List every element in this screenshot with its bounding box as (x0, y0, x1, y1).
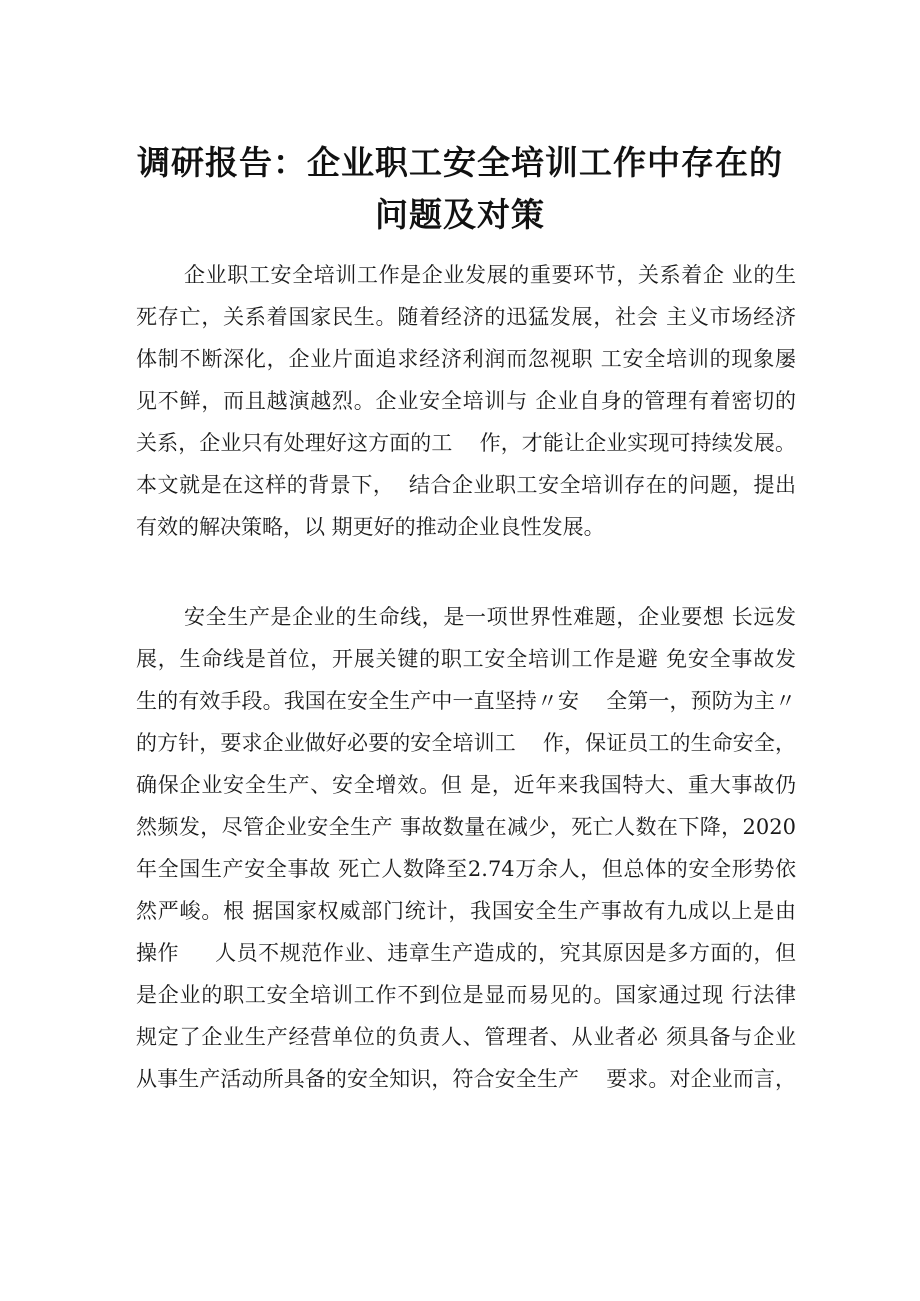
paragraph-line: 死存亡，关系着国家民生。随着经济的迅猛发展，社会 主义市场经济 (136, 305, 796, 329)
paragraph-line: 规定了企业生产经营单位的负责人、管理者、从业者必 须具备与企业 (136, 1025, 796, 1049)
paragraph-line: 生的有效手段。我国在安全生产中一直坚持〃安 全第一，预防为主〃 (136, 689, 796, 713)
paragraph-line: 关系，企业只有处理好这方面的工 作，才能让企业实现可持续发展。 (136, 431, 796, 455)
paragraph-line: 企业职工安全培训工作是企业发展的重要环节，关系着企 业的生 (184, 263, 796, 287)
paragraph-line: 然严峻。根 据国家权威部门统计，我国安全生产事故有九成以上是由 (136, 899, 796, 923)
paragraph-line: 展，生命线是首位，开展关键的职工安全培训工作是避 免安全事故发 (136, 647, 796, 671)
document-title-line-2: 问题及对策 (375, 195, 545, 234)
paragraph-line: 操作 人员不规范作业、违章生产造成的，究其原因是多方面的，但 (136, 941, 796, 965)
paragraph-line: 确保企业安全生产、安全增效。但 是，近年来我国特大、重大事故仍 (136, 773, 796, 797)
paragraph-line: 年全国生产安全事故 死亡人数降至2.74万余人，但总体的安全形势依 (136, 857, 796, 881)
paragraph-line: 有效的解决策略，以 期更好的推动企业良性发展。 (136, 515, 605, 539)
paragraph-line: 然频发，尽管企业安全生产 事故数量在减少，死亡人数在下降，2020 (136, 815, 796, 839)
paragraph-line: 从事生产活动所具备的安全知识，符合安全生产 要求。对企业而言， (136, 1067, 796, 1091)
paragraph-line: 是企业的职工安全培训工作不到位是显而易见的。国家通过现 行法律 (136, 983, 796, 1007)
paragraph-line: 体制不断深化，企业片面追求经济利润而忽视职 工安全培训的现象屡 (136, 347, 796, 371)
paragraph-line: 的方针，要求企业做好必要的安全培训工 作，保证员工的生命安全， (136, 731, 796, 755)
paragraph-line: 安全生产是企业的生命线，是一项世界性难题，企业要想 长远发 (184, 605, 796, 629)
document-title-line-1: 调研报告：企业职工安全培训工作中存在的 (137, 143, 783, 182)
paragraph-line: 见不鲜，而且越演越烈。企业安全培训与 企业自身的管理有着密切的 (136, 389, 796, 413)
paragraph-line: 本文就是在这样的背景下， 结合企业职工安全培训存在的问题，提出 (136, 473, 796, 497)
